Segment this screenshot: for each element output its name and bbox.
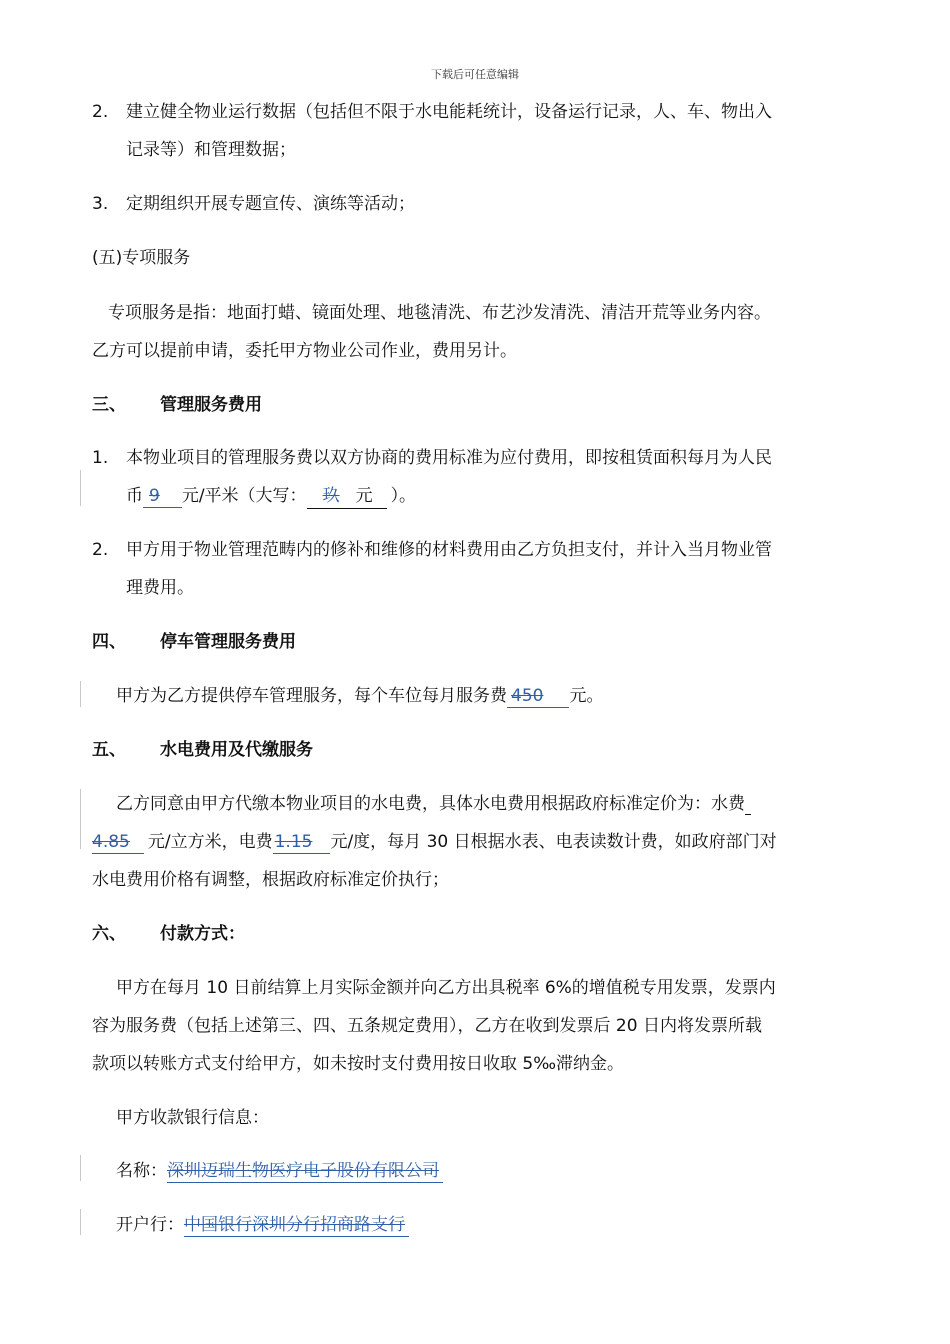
fee-value-chinese: 玖: [322, 486, 340, 506]
water-price-value: 4.85: [92, 832, 144, 854]
fee-amount-in-words: [307, 485, 387, 509]
power-price-value: 1.15: [273, 832, 331, 854]
section-4-text: [116, 685, 603, 707]
bank-branch-value: 中国银行深圳分行招商路支行: [184, 1215, 409, 1237]
parking-fee-unit: 元。: [569, 686, 604, 706]
section-4-number: 四、: [92, 632, 126, 652]
section-5-title: 水电费用及代缴服务: [160, 740, 313, 760]
section-3-item-2-number: 2.: [92, 540, 109, 560]
power-fee-label: 元/立方米，电费: [147, 832, 273, 852]
utility-text-1: 乙方同意由甲方代缴本物业项目的水电费，具体水电费用根据政府标准定价为：水费: [116, 794, 745, 814]
fee-close-paren: ）。: [390, 486, 417, 506]
fee-unit-chinese: 元: [355, 486, 373, 506]
section-6-line-3: 款项以转账方式支付给甲方，如未按时支付费用按日收取 5‰滞纳金。: [92, 1054, 625, 1074]
revision-bar: [80, 1155, 81, 1181]
special-service-line-2: 乙方可以提前申请，委托甲方物业公司作业，费用另计。: [92, 341, 517, 361]
section-4-heading: [92, 631, 296, 653]
section-3-item-1-text: 本物业项目的管理服务费以双方协商的费用标准为应付费用，即按租赁面积每月为人民: [126, 448, 772, 468]
section-3-item-2-line-1: [92, 539, 772, 561]
parking-fee-label: 甲方为乙方提供停车管理服务，每个车位每月服务费: [116, 686, 507, 706]
section-3-item-1-number: 1.: [92, 448, 109, 468]
section-3-item-1-line-2: [126, 485, 416, 509]
section-5-line-3: 水电费用价格有调整，根据政府标准定价执行；: [92, 870, 449, 890]
item-2-line-2: 记录等）和管理数据；: [126, 140, 296, 160]
management-fee-value: 9: [143, 486, 182, 508]
bank-name-value: 深圳迈瑞生物医疗电子股份有限公司: [167, 1161, 443, 1183]
header-note: 下载后可任意编辑: [431, 68, 519, 81]
section-6-title: 付款方式：: [160, 924, 245, 944]
section-3-item-2-line-2: 理费用。: [126, 578, 194, 598]
utility-text-2: 元/度，每月 30 日根据水表、电表读数计费，如政府部门对: [330, 832, 777, 852]
section-5-line-1: [116, 793, 751, 815]
bank-branch-label: 开户行：: [116, 1215, 184, 1235]
item-2-text: 建立健全物业运行数据（包括但不限于水电能耗统计，设备运行记录，人、车、物出入: [126, 102, 772, 122]
special-service-title: (五)专项服务: [92, 248, 191, 268]
bank-info-title: 甲方收款银行信息：: [116, 1108, 269, 1128]
section-3-number: 三、: [92, 395, 126, 415]
section-6-number: 六、: [92, 924, 126, 944]
currency-label: 币: [126, 486, 143, 506]
section-6-heading: [92, 923, 245, 945]
water-fee-underline: [745, 796, 751, 815]
item-3: [92, 193, 415, 215]
section-6-line-2: 容为服务费（包括上述第三、四、五条规定费用），乙方在收到发票后 20 日内将发票所载: [92, 1016, 762, 1036]
fee-unit-label: 元/平米（大写：: [181, 486, 307, 506]
section-3-title: 管理服务费用: [160, 395, 262, 415]
item-3-number: 3.: [92, 194, 109, 214]
bank-name-line: [116, 1160, 443, 1182]
section-4-title: 停车管理服务费用: [160, 632, 296, 652]
revision-bar: [80, 1209, 81, 1235]
item-3-text: 定期组织开展专题宣传、演练等活动；: [126, 194, 415, 214]
section-6-line-1: 甲方在每月 10 日前结算上月实际金额并向乙方出具税率 6%的增值税专用发票，发票内: [116, 978, 776, 998]
special-service-line-1: 专项服务是指：地面打蜡、镜面处理、地毯清洗、布艺沙发清洗、清洁开荒等业务内容。: [108, 303, 771, 323]
parking-fee-value: 450: [507, 686, 569, 708]
bank-branch-line: [116, 1214, 409, 1236]
section-3-item-2-text: 甲方用于物业管理范畴内的修补和维修的材料费用由乙方负担支付，并计入当月物业管: [126, 540, 772, 560]
revision-bar: [80, 789, 81, 849]
item-2-line-1: [92, 101, 772, 123]
bank-name-label: 名称：: [116, 1161, 167, 1181]
section-3-item-1-line-1: [92, 447, 772, 469]
item-2-number: 2.: [92, 102, 109, 122]
section-5-heading: [92, 739, 313, 761]
revision-bar: [80, 470, 81, 506]
revision-bar: [80, 681, 81, 707]
section-5-line-2: [92, 831, 777, 853]
section-3-heading: [92, 394, 262, 416]
section-5-number: 五、: [92, 740, 126, 760]
